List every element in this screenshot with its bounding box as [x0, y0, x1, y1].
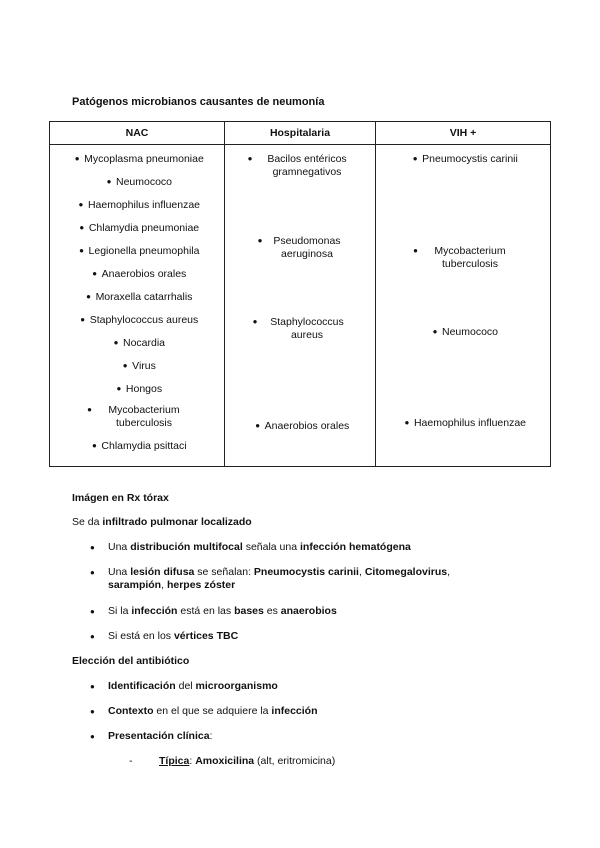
ab-heading: Elección del antibiótico: [72, 655, 190, 667]
bullet-icon: ●: [74, 154, 80, 163]
page-title: Patógenos microbianos causantes de neumonía: [72, 96, 325, 108]
bullet-icon: ●: [79, 246, 84, 255]
bullet-icon: ●: [87, 405, 92, 414]
list-item: [50, 360, 224, 373]
bullet-icon: ●: [92, 269, 98, 278]
list-item-label: Nocardia: [122, 337, 166, 349]
list-item-label: Mycoplasma pneumoniae: [84, 153, 204, 165]
list-item-label: Staphylococcus aureus: [89, 314, 199, 326]
bullet-icon: ●: [255, 421, 261, 430]
bullet-icon: ●: [404, 418, 410, 427]
bullet-icon: ●: [86, 292, 91, 301]
bullet-icon: ●: [247, 154, 253, 163]
bullet-icon: ●: [90, 568, 95, 577]
ab-bullet-3: Presentación clínica:: [108, 730, 213, 742]
bullet-icon: ●: [80, 315, 86, 324]
list-item: [50, 337, 224, 350]
column-hospitalaria: [225, 145, 376, 467]
bullet-icon: ●: [257, 236, 263, 245]
dash-icon: -: [129, 755, 133, 767]
list-item: [50, 383, 224, 396]
rx-bullet-3: Si la infección está en las bases es anaerobios: [108, 605, 337, 617]
bullet-icon: ●: [113, 338, 119, 347]
list-item: [50, 404, 224, 429]
list-item: [225, 316, 375, 341]
rx-heading: Imágen en Rx tórax: [72, 492, 169, 504]
list-item: [376, 245, 550, 270]
rx-bullet-4: Si está en los vértices TBC: [108, 630, 239, 642]
list-item: [50, 291, 224, 304]
list-item-label: Chlamydia psittaci: [101, 440, 187, 452]
list-item: [50, 245, 224, 258]
bullet-icon: ●: [116, 384, 122, 393]
bullet-icon: ●: [90, 707, 95, 716]
bullet-icon: ●: [252, 317, 258, 326]
bullet-icon: ●: [90, 732, 95, 741]
header-hospitalaria: Hospitalaria: [225, 122, 376, 145]
list-item: [50, 153, 224, 166]
list-item: [225, 153, 375, 178]
bullet-icon: ●: [413, 246, 418, 255]
rx-intro: Se da infiltrado pulmonar localizado: [72, 516, 252, 528]
header-nac: NAC: [50, 122, 225, 145]
rx-bullet-2: Una lesión difusa se señalan: Pneumocystis carinii, Citomegalovirus, sarampión, herpes zóster: [108, 566, 451, 591]
list-item-label: Chlamydia pneumoniae: [88, 222, 200, 234]
list-item: [50, 176, 224, 189]
list-item-label: Legionella pneumophila: [88, 245, 200, 257]
list-item: [50, 199, 224, 212]
bullet-icon: ●: [91, 441, 97, 450]
bullet-icon: ●: [78, 200, 84, 209]
list-item: [376, 326, 550, 339]
list-item-label: Neumococo: [115, 176, 173, 188]
bullet-icon: ●: [90, 607, 95, 616]
list-item: [50, 314, 224, 327]
bullet-icon: ●: [122, 361, 128, 370]
list-item-label: Bacilos entéricos gramnegativos: [267, 153, 347, 178]
ab-bullet-1: Identificación del microorganismo: [108, 680, 278, 692]
bullet-icon: ●: [432, 327, 438, 336]
list-item-label: Mycobacterium tuberculosis: [434, 245, 506, 270]
list-item-label: Pseudomonas aeruginosa: [273, 235, 341, 260]
list-item: [50, 268, 224, 281]
bullet-icon: ●: [90, 682, 95, 691]
list-item-label: Haemophilus influenzae: [413, 417, 527, 429]
list-item-label: Virus: [132, 360, 156, 372]
list-item-label: Anaerobios orales: [101, 268, 187, 280]
list-item: [50, 222, 224, 235]
list-item-label: Pneumocystis carinii: [422, 153, 518, 165]
list-item: [50, 440, 224, 453]
list-item: [225, 420, 375, 433]
bullet-icon: ●: [90, 543, 95, 552]
list-item-label: Haemophilus influenzae: [87, 199, 201, 211]
list-item-label: Neumococo: [441, 326, 499, 338]
bullet-icon: ●: [412, 154, 418, 163]
header-vih: VIH +: [376, 122, 551, 145]
ab-bullet-2: Contexto en el que se adquiere la infección: [108, 705, 318, 717]
list-item-label: Moraxella catarrhalis: [95, 291, 193, 303]
bullet-icon: ●: [79, 223, 85, 232]
list-item-label: Staphylococcus aureus: [270, 316, 344, 341]
list-item: [376, 417, 550, 430]
bullet-icon: ●: [106, 177, 112, 186]
pathogen-table: [49, 121, 551, 467]
rx-bullet-1: Una distribución multifocal señala una infección hematógena: [108, 541, 411, 553]
list-item-label: Anaerobios orales: [264, 420, 350, 432]
bullet-icon: ●: [90, 632, 95, 641]
list-item: [225, 235, 375, 260]
column-nac: [50, 145, 225, 467]
column-vih: [376, 145, 551, 467]
list-item-label: Hongos: [125, 383, 163, 395]
list-item-label: Mycobacterium tuberculosis: [108, 404, 180, 429]
list-item: [376, 153, 550, 166]
ab-subitem: Típica: Amoxicilina (alt, eritromicina): [159, 755, 336, 767]
